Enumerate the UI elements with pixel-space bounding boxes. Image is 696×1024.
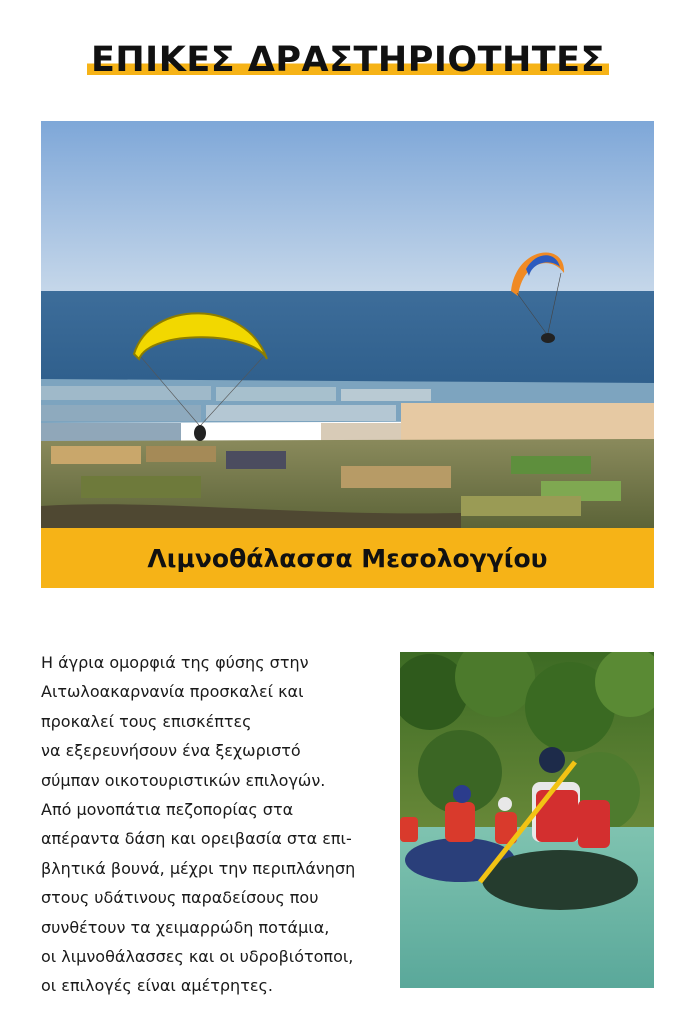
hero-caption-bar (41, 528, 654, 588)
article-line: προκαλεί τους επισκέπτες (41, 711, 252, 731)
rafting-photo (400, 652, 654, 988)
page-title: ΕΠΙΚΕΣ ΔΡΑΣΤΗΡΙΟΤΗΤΕΣ (87, 38, 609, 82)
article-line: συνθέτουν τα χειμαρρώδη ποτάμια, (41, 917, 330, 937)
sea (41, 291, 654, 386)
title-wrapper (0, 38, 696, 82)
article-line: να εξερευνήσουν ένα ξεχωριστό (41, 741, 301, 761)
article-line: Από μονοπάτια πεζοπορίας στα (41, 800, 294, 820)
article-line: Αιτωλοακαρνανία προσκαλεί και (41, 682, 304, 702)
article-line: Η άγρια ομορφιά της φύσης στην (41, 653, 309, 672)
article-line: σύμπαν οικοτουριστικών επιλογών. (41, 770, 326, 790)
article-line: βλητικά βουνά, μέχρι την περιπλάνηση (41, 858, 356, 878)
hero-photo (41, 121, 654, 528)
hero-caption: Λιμνοθάλασσα Μεσολογγίου (147, 543, 548, 573)
article-line: απέραντα δάση και ορειβασία στα επι- (41, 829, 352, 849)
article-text (41, 648, 391, 1001)
rafting-image (400, 652, 654, 988)
article-line: οι επιλογές είναι αμέτρητες. (41, 976, 273, 996)
article-line: οι λιμνοθάλασσες και οι υδροβιότοποι, (41, 947, 354, 967)
paragliding-lagoon-image (41, 121, 654, 528)
article-line: στους υδάτινους παραδείσους που (41, 888, 319, 908)
